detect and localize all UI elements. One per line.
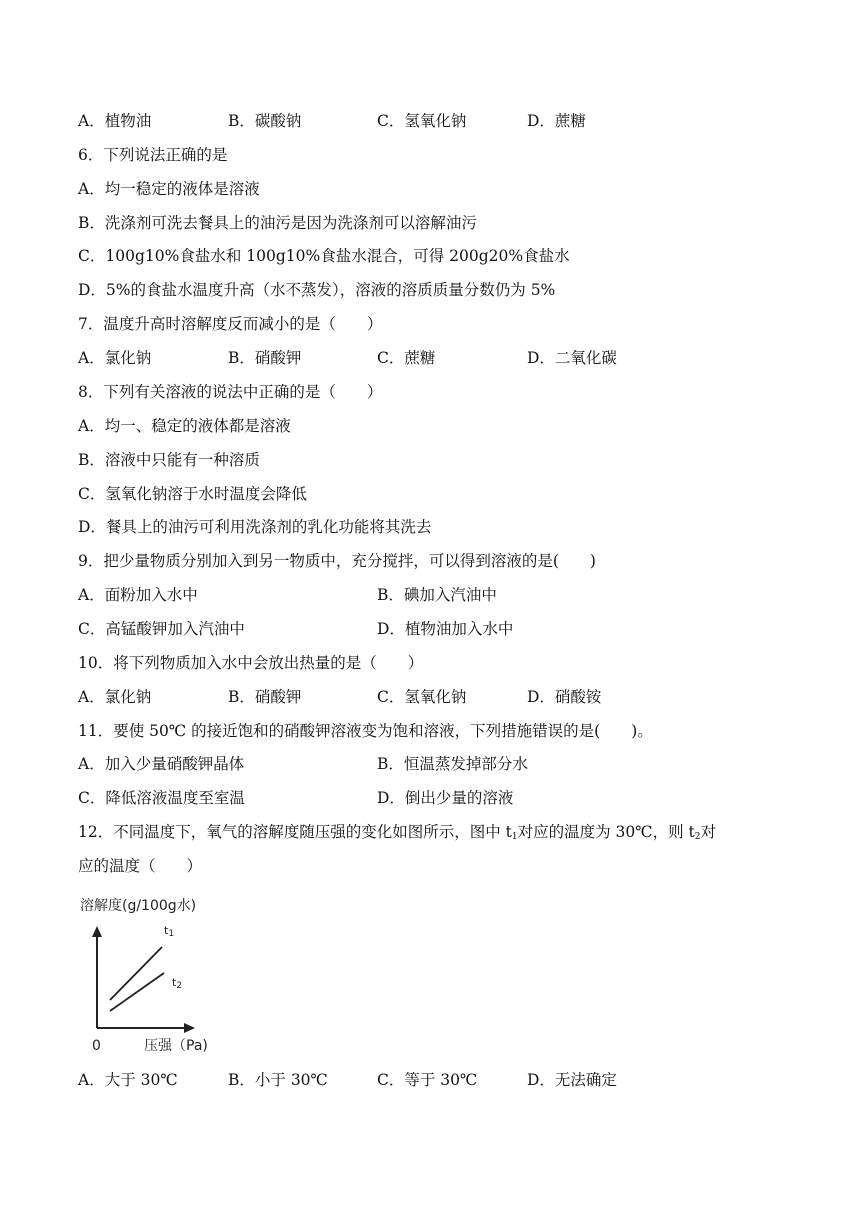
q9-option-a: A．面粉加入水中 — [78, 586, 198, 604]
x-axis-label: 压强（Pa) — [144, 1038, 208, 1054]
q7-option-b: B．硝酸钾 — [228, 349, 302, 367]
q12-option-b: B．小于 30℃ — [228, 1071, 328, 1089]
q11-option-d: D．倒出少量的溶液 — [377, 789, 514, 807]
q11-option-c: C．降低溶液温度至室温 — [78, 789, 245, 807]
solubility-pressure-figure — [78, 890, 228, 1060]
q8-option-c: C．氢氧化钠溶于水时温度会降低 — [78, 485, 307, 503]
q8-option-a: A．均一、稳定的液体都是溶液 — [78, 417, 291, 435]
q10-option-c: C．氢氧化钠 — [377, 688, 467, 706]
q10-stem: 10．将下列物质加入水中会放出热量的是（ ） — [78, 654, 424, 672]
q5-option-a: A．植物油 — [78, 112, 152, 130]
q5-option-d: D．蔗糖 — [527, 112, 586, 130]
q12-option-a: A．大于 30℃ — [78, 1071, 178, 1089]
t2-subscript: 2 — [694, 832, 701, 842]
q12-stem-line2: 应的温度（ ） — [78, 857, 203, 875]
q7-option-a: A．氯化钠 — [78, 349, 152, 367]
q7-stem: 7．温度升高时溶解度反而减小的是（ ） — [78, 315, 383, 333]
t1-label: $t_1$ — [164, 924, 175, 939]
q7-option-d: D．二氧化碳 — [527, 349, 617, 367]
q6-option-a: A．均一稳定的液体是溶液 — [78, 180, 260, 198]
t1-subscript: 1 — [511, 832, 518, 842]
t2-label: $t_2$ — [172, 976, 183, 991]
q9-option-d: D．植物油加入水中 — [377, 620, 514, 638]
q6-option-b: B．洗涤剂可洗去餐具上的油污是因为洗涤剂可以溶解油污 — [78, 214, 477, 232]
q6-stem: 6．下列说法正确的是 — [78, 146, 228, 164]
q9-option-b: B．碘加入汽油中 — [377, 586, 497, 604]
y-axis-label: 溶解度(g/100g水) — [80, 898, 197, 914]
q5-option-c: C．氢氧化钠 — [377, 112, 467, 130]
q6-option-d: D．5%的食盐水温度升高（水不蒸发），溶液的溶质质量分数仍为 5% — [78, 281, 556, 299]
q9-option-c: C．高锰酸钾加入汽油中 — [78, 620, 245, 638]
q10-option-d: D．硝酸铵 — [527, 688, 602, 706]
q12-option-d: D．无法确定 — [527, 1071, 617, 1089]
x-axis-arrow — [184, 1023, 195, 1033]
q12-stem: 12．不同温度下，氧气的溶解度随压强的变化如图所示，图中 $t_1$对应的温度为 30℃，则 $t_2$对 — [78, 823, 717, 842]
q11-stem: 11．要使 50℃ 的接近饱和的硝酸钾溶液变为饱和溶液，下列措施错误的是( )。 — [78, 722, 653, 740]
q10-option-b: B．硝酸钾 — [228, 688, 302, 706]
q10-option-a: A．氯化钠 — [78, 688, 152, 706]
q11-option-a: A．加入少量硝酸钾晶体 — [78, 755, 245, 773]
y-axis-arrow — [92, 926, 102, 937]
q8-stem: 8．下列有关溶液的说法中正确的是（ ） — [78, 383, 383, 401]
q8-option-b: B．溶液中只能有一种溶质 — [78, 451, 260, 469]
q9-stem: 9．把少量物质分别加入到另一物质中，充分搅拌，可以得到溶液的是( ) — [78, 552, 596, 570]
q5-option-b: B．碳酸钠 — [228, 112, 302, 130]
q6-option-c: C．100g10%食盐水和 100g10%食盐水混合，可得 200g20%食盐水 — [78, 247, 570, 265]
q12-option-c: C．等于 30℃ — [377, 1071, 478, 1089]
q7-option-c: C．蔗糖 — [377, 349, 436, 367]
q11-option-b: B．恒温蒸发掉部分水 — [377, 755, 528, 773]
q8-option-d: D．餐具上的油污可利用洗涤剂的乳化功能将其洗去 — [78, 518, 432, 536]
origin-label: 0 — [92, 1038, 101, 1054]
